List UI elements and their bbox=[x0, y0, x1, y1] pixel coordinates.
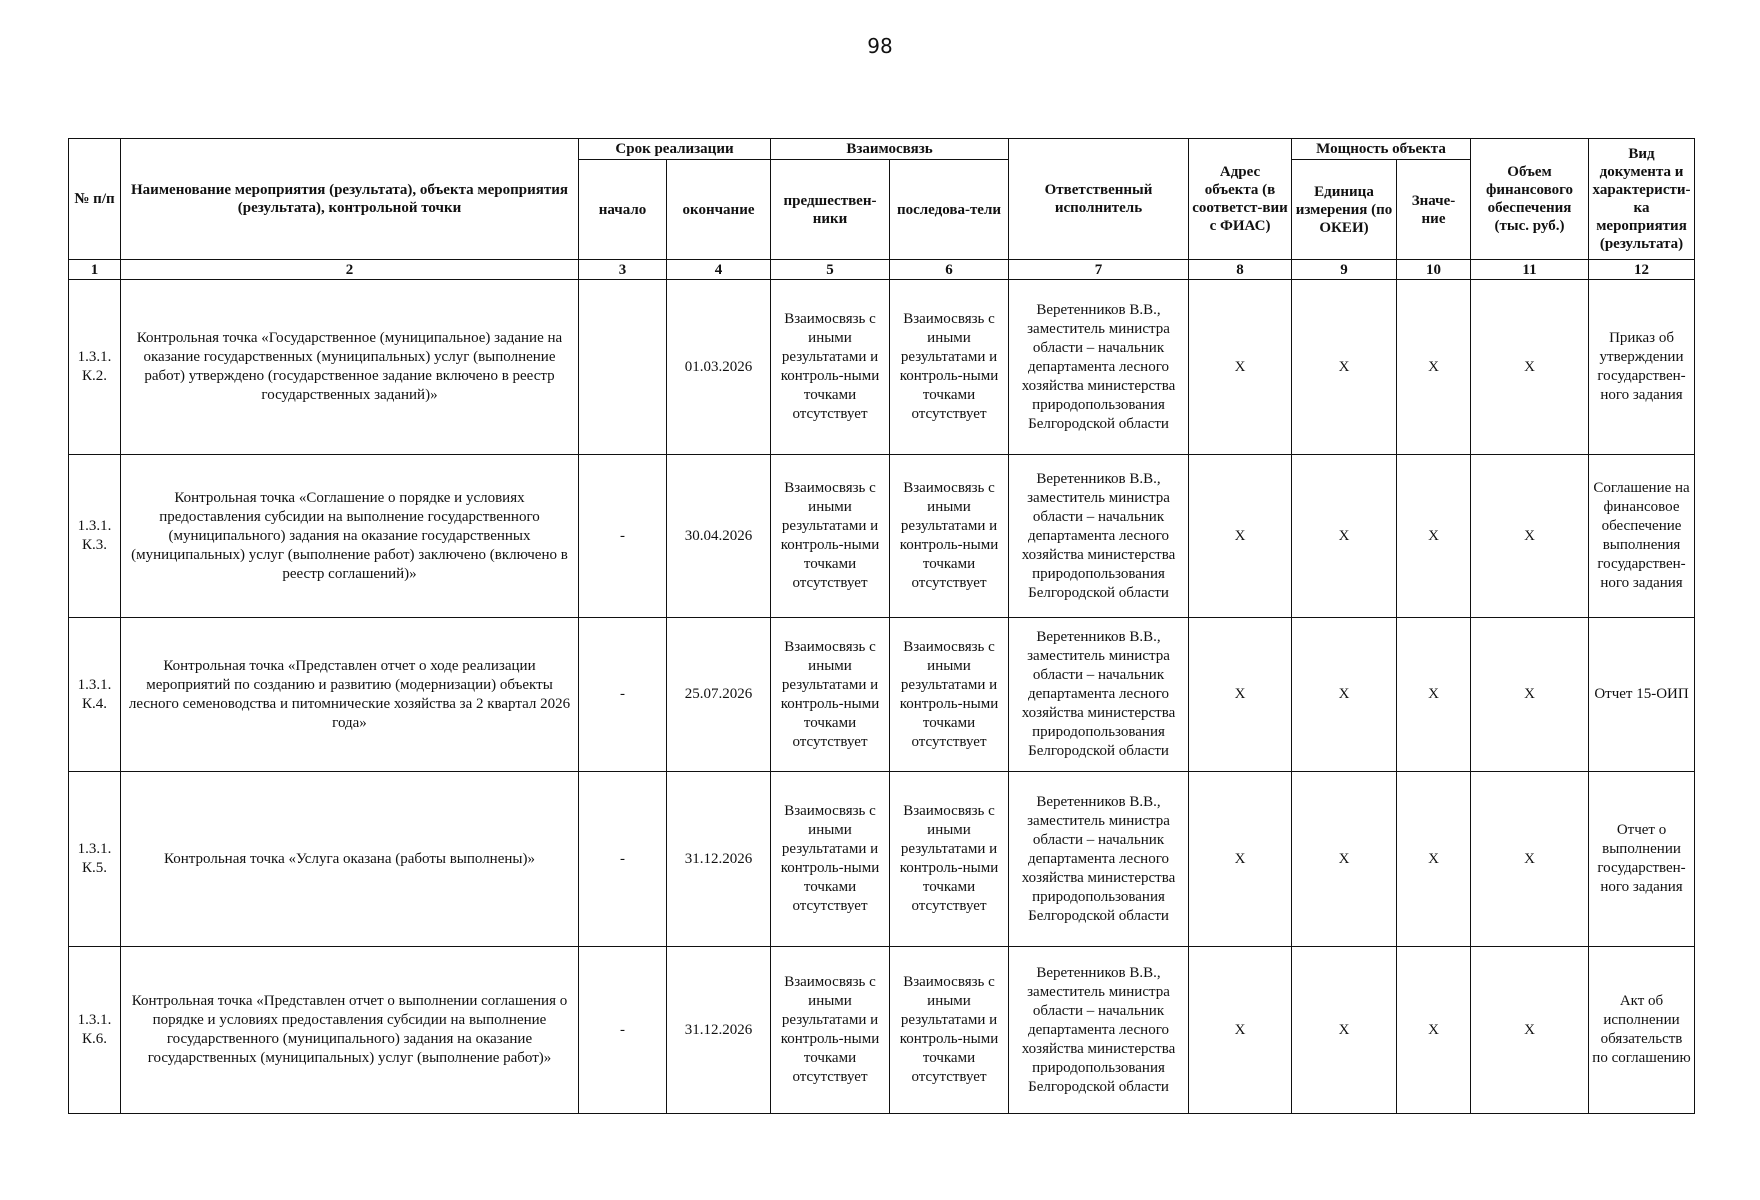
row-financing: X bbox=[1471, 280, 1589, 455]
row-value: X bbox=[1397, 280, 1471, 455]
row-id: 1.3.1. К.3. bbox=[69, 455, 121, 618]
column-number: 2 bbox=[121, 260, 579, 280]
row-financing: X bbox=[1471, 947, 1589, 1114]
row-financing: X bbox=[1471, 455, 1589, 618]
header-start: начало bbox=[579, 160, 667, 260]
row-financing: X bbox=[1471, 618, 1589, 772]
page-number: 98 bbox=[867, 34, 893, 58]
row-id: 1.3.1. К.4. bbox=[69, 618, 121, 772]
row-responsible: Веретенников В.В., заместитель министра области – начальник департамента лесного хозяйства министерства природопользования Белгородской области bbox=[1009, 618, 1189, 772]
row-responsible: Веретенников В.В., заместитель министра области – начальник департамента лесного хозяйства министерства природопользования Белгородской области bbox=[1009, 455, 1189, 618]
row-value: X bbox=[1397, 772, 1471, 947]
row-unit: X bbox=[1292, 772, 1397, 947]
table-header bbox=[69, 139, 1695, 280]
row-id: 1.3.1. К.5. bbox=[69, 772, 121, 947]
row-predecessors: Взаимосвязь с иными результатами и контроль-ными точками отсутствует bbox=[771, 455, 890, 618]
row-id: 1.3.1. К.2. bbox=[69, 280, 121, 455]
row-successors: Взаимосвязь с иными результатами и контроль-ными точками отсутствует bbox=[890, 618, 1009, 772]
row-successors: Взаимосвязь с иными результатами и контроль-ными точками отсутствует bbox=[890, 947, 1009, 1114]
row-value: X bbox=[1397, 455, 1471, 618]
row-id: 1.3.1. К.6. bbox=[69, 947, 121, 1114]
row-name: Контрольная точка «Государственное (муниципальное) задание на оказание государственных (муниципальных) услуг (выполнение работ) утверждено (государственное задание включено в реестр государственных заданий)» bbox=[121, 280, 579, 455]
header-capacity-group: Мощность объекта bbox=[1292, 139, 1471, 160]
row-doc: Отчет 15-ОИП bbox=[1589, 618, 1695, 772]
row-start: - bbox=[579, 947, 667, 1114]
header-link-group: Взаимосвязь bbox=[771, 139, 1009, 160]
header-number: № п/п bbox=[69, 139, 121, 260]
table-body bbox=[69, 280, 1695, 1114]
row-name: Контрольная точка «Услуга оказана (работы выполнены)» bbox=[121, 772, 579, 947]
row-address: X bbox=[1189, 947, 1292, 1114]
row-predecessors: Взаимосвязь с иными результатами и контроль-ными точками отсутствует bbox=[771, 772, 890, 947]
row-name: Контрольная точка «Соглашение о порядке и условиях предоставления субсидии на выполнение государственного (муниципального) задания на оказание государственных (муниципальных) услуг (выполнение работ) заключено (включено в реестр соглашений)» bbox=[121, 455, 579, 618]
column-number: 3 bbox=[579, 260, 667, 280]
header-successors: последова-тели bbox=[890, 160, 1009, 260]
row-address: X bbox=[1189, 455, 1292, 618]
row-start bbox=[579, 280, 667, 455]
row-end: 30.04.2026 bbox=[667, 455, 771, 618]
row-name: Контрольная точка «Представлен отчет о выполнении соглашения о порядке и условиях предоставления субсидии на выполнение государственного (муниципального) задания на оказание государственных (муниципальных) услуг (выполнение работ)» bbox=[121, 947, 579, 1114]
table-row bbox=[69, 947, 1695, 1114]
row-end: 31.12.2026 bbox=[667, 947, 771, 1114]
row-start: - bbox=[579, 455, 667, 618]
header-responsible: Ответственный исполнитель bbox=[1009, 139, 1189, 260]
column-number: 12 bbox=[1589, 260, 1695, 280]
row-successors: Взаимосвязь с иными результатами и контроль-ными точками отсутствует bbox=[890, 455, 1009, 618]
header-predecessors: предшествен-ники bbox=[771, 160, 890, 260]
row-responsible: Веретенников В.В., заместитель министра области – начальник департамента лесного хозяйства министерства природопользования Белгородской области bbox=[1009, 280, 1189, 455]
row-address: X bbox=[1189, 618, 1292, 772]
plan-table bbox=[68, 138, 1695, 1114]
row-unit: X bbox=[1292, 455, 1397, 618]
row-name: Контрольная точка «Представлен отчет о ходе реализации мероприятий по созданию и развитию (модернизации) объекты лесного семеноводства и питомнические хозяйства за 2 квартал 2026 года» bbox=[121, 618, 579, 772]
table-row bbox=[69, 280, 1695, 455]
column-number: 7 bbox=[1009, 260, 1189, 280]
row-address: X bbox=[1189, 280, 1292, 455]
table-row bbox=[69, 618, 1695, 772]
row-end: 01.03.2026 bbox=[667, 280, 771, 455]
header-unit: Единица измерения (по ОКЕИ) bbox=[1292, 160, 1397, 260]
row-doc: Приказ об утверждении государствен-ного задания bbox=[1589, 280, 1695, 455]
row-predecessors: Взаимосвязь с иными результатами и контроль-ными точками отсутствует bbox=[771, 947, 890, 1114]
header-address: Адрес объекта (в соответст-вии с ФИАС) bbox=[1189, 139, 1292, 260]
row-predecessors: Взаимосвязь с иными результатами и контроль-ными точками отсутствует bbox=[771, 280, 890, 455]
table-row bbox=[69, 772, 1695, 947]
header-doc-type: Вид документа и характеристи-ка мероприятия (результата) bbox=[1589, 139, 1695, 260]
column-number-row bbox=[69, 260, 1695, 280]
row-doc: Соглашение на финансовое обеспечение выполнения государствен-ного задания bbox=[1589, 455, 1695, 618]
header-value: Значе-ние bbox=[1397, 160, 1471, 260]
row-end: 31.12.2026 bbox=[667, 772, 771, 947]
column-number: 10 bbox=[1397, 260, 1471, 280]
row-value: X bbox=[1397, 947, 1471, 1114]
row-address: X bbox=[1189, 772, 1292, 947]
row-unit: X bbox=[1292, 280, 1397, 455]
column-number: 4 bbox=[667, 260, 771, 280]
column-number: 5 bbox=[771, 260, 890, 280]
header-end: окончание bbox=[667, 160, 771, 260]
header-timing-group: Срок реализации bbox=[579, 139, 771, 160]
row-doc: Отчет о выполнении государствен-ного задания bbox=[1589, 772, 1695, 947]
column-number: 6 bbox=[890, 260, 1009, 280]
column-number: 9 bbox=[1292, 260, 1397, 280]
row-successors: Взаимосвязь с иными результатами и контроль-ными точками отсутствует bbox=[890, 772, 1009, 947]
header-name: Наименование мероприятия (результата), объекта мероприятия (результата), контрольной точки bbox=[121, 139, 579, 260]
row-end: 25.07.2026 bbox=[667, 618, 771, 772]
row-responsible: Веретенников В.В., заместитель министра области – начальник департамента лесного хозяйства министерства природопользования Белгородской области bbox=[1009, 947, 1189, 1114]
column-number: 1 bbox=[69, 260, 121, 280]
header-financing: Объем финансового обеспечения (тыс. руб.) bbox=[1471, 139, 1589, 260]
row-successors: Взаимосвязь с иными результатами и контроль-ными точками отсутствует bbox=[890, 280, 1009, 455]
row-start: - bbox=[579, 618, 667, 772]
row-doc: Акт об исполнении обязательств по соглашению bbox=[1589, 947, 1695, 1114]
row-unit: X bbox=[1292, 947, 1397, 1114]
row-responsible: Веретенников В.В., заместитель министра области – начальник департамента лесного хозяйства министерства природопользования Белгородской области bbox=[1009, 772, 1189, 947]
row-start: - bbox=[579, 772, 667, 947]
column-number: 8 bbox=[1189, 260, 1292, 280]
row-financing: X bbox=[1471, 772, 1589, 947]
row-value: X bbox=[1397, 618, 1471, 772]
table-row bbox=[69, 455, 1695, 618]
column-number: 11 bbox=[1471, 260, 1589, 280]
row-predecessors: Взаимосвязь с иными результатами и контроль-ными точками отсутствует bbox=[771, 618, 890, 772]
row-unit: X bbox=[1292, 618, 1397, 772]
